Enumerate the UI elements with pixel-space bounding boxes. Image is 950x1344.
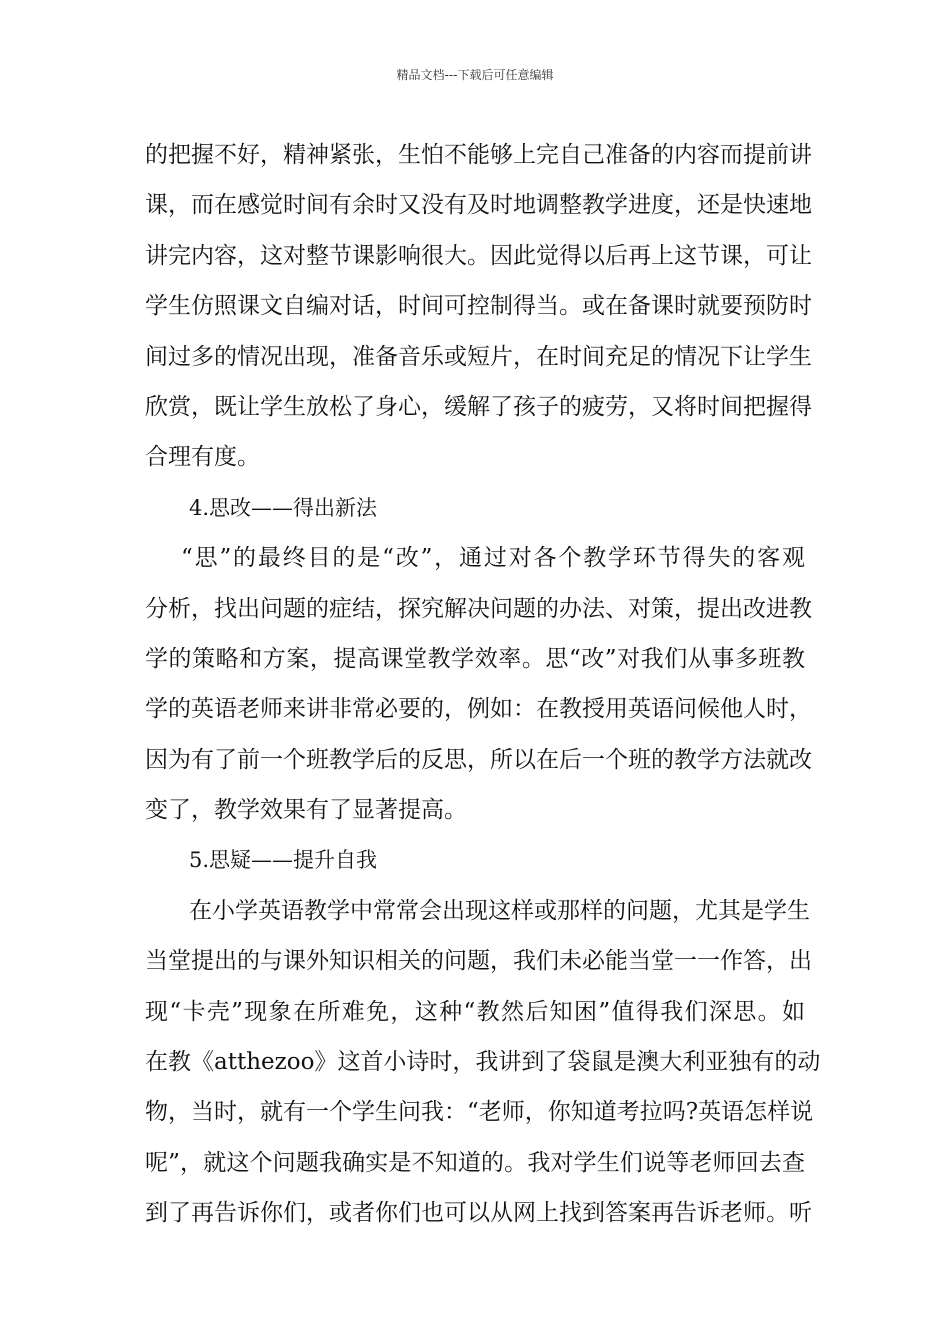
text-line: 现“卡壳”现象在所难免，这种“教然后知困”值得我们深思。如 bbox=[145, 998, 805, 1025]
text-line: 学的策略和方案，提高课堂教学效率。思“改”对我们从事多班教 bbox=[145, 645, 805, 672]
text-line: 当堂提出的与课外知识相关的问题，我们未必能当堂一一作答，出 bbox=[145, 948, 812, 975]
text-line: 变了，教学效果有了显著提高。 bbox=[145, 797, 467, 824]
section-heading-5: 5.思疑——提升自我 bbox=[189, 848, 378, 873]
text-line: 合理有度。 bbox=[145, 444, 260, 471]
text-line: 的把握不好，精神紧张，生怕不能够上完自己准备的内容而提前讲 bbox=[145, 142, 812, 168]
text-line: 物，当时，就有一个学生问我：“老师，你知道考拉吗?英语怎样说 bbox=[145, 1099, 814, 1126]
text-line: 讲完内容，这对整节课影响很大。因此觉得以后再上这节课，可让 bbox=[145, 242, 812, 269]
paragraph-first-line: “思”的最终目的是“改”，通过对各个教学环节得失的客观 bbox=[181, 545, 805, 572]
text-line: 学的英语老师来讲非常必要的，例如：在教授用英语问候他人时， bbox=[145, 696, 812, 723]
text-line: 在教《atthezoo》这首小诗时，我讲到了袋鼠是澳大利亚独有的动 bbox=[145, 1049, 821, 1076]
text-line: 分析，找出问题的症结，探究解决问题的办法、对策，提出改进教 bbox=[145, 595, 812, 622]
text-line: 到了再告诉你们，或者你们也可以从网上找到答案再告诉老师。听 bbox=[145, 1200, 812, 1227]
text-line: 因为有了前一个班教学后的反思，所以在后一个班的教学方法就改 bbox=[145, 746, 812, 773]
page-header: 精品文档---下载后可任意编辑 bbox=[396, 68, 554, 82]
section-heading-4: 4.思改——得出新法 bbox=[189, 495, 378, 520]
document-body bbox=[145, 130, 821, 1239]
text-line: 呢”，就这个问题我确实是不知道的。我对学生们说等老师回去查 bbox=[145, 1149, 805, 1176]
text-line: 课，而在感觉时间有余时又没有及时地调整教学进度，还是快速地 bbox=[145, 192, 812, 219]
text-line: 欣赏，既让学生放松了身心，缓解了孩子的疲劳，又将时间把握得 bbox=[145, 393, 812, 420]
paragraph-first-line: 在小学英语教学中常常会出现这样或那样的问题，尤其是学生 bbox=[189, 897, 810, 924]
text-line: 学生仿照课文自编对话，时间可控制得当。或在备课时就要预防时 bbox=[145, 293, 812, 320]
text-line: 间过多的情况出现，准备音乐或短片，在时间充足的情况下让学生 bbox=[145, 343, 812, 370]
